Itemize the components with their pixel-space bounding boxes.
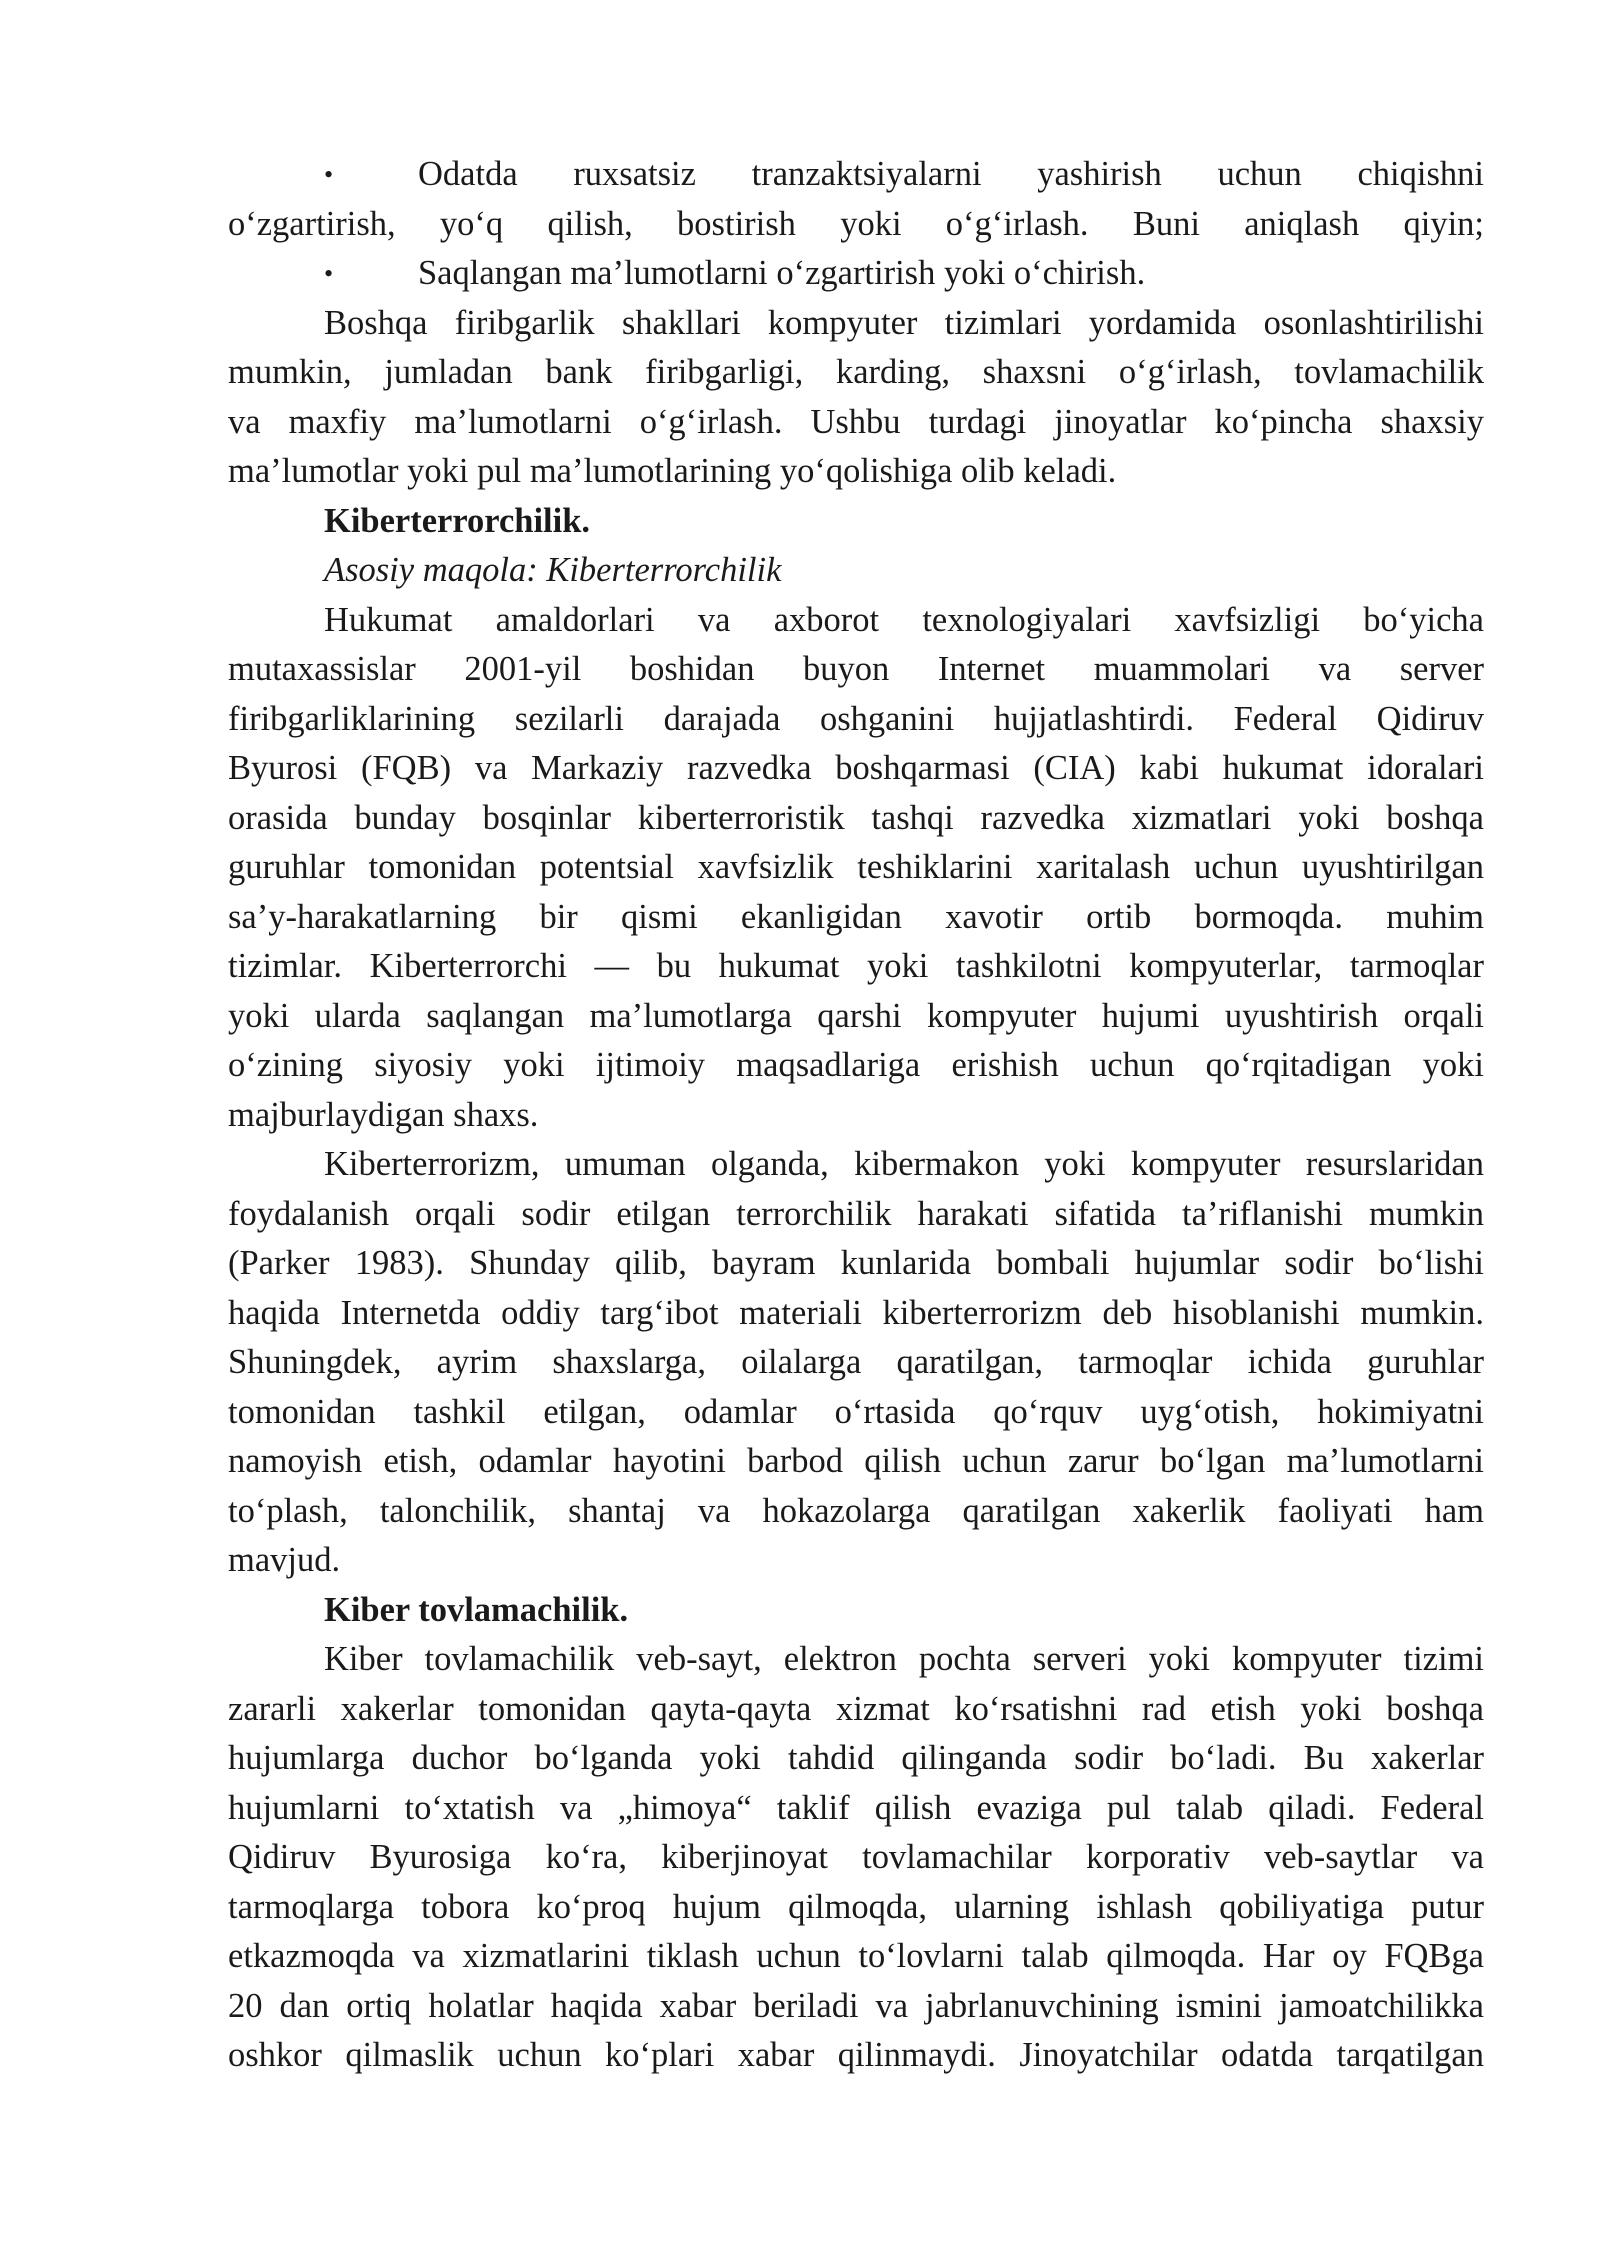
paragraph-line: Hukumat amaldorlari va axborot texnologiyalari xavfsizligi bo‘yicha bbox=[324, 600, 1484, 639]
paragraph-line: tarmoqlarga tobora ko‘proq hujum qilmoqda, ularning ishlash qobiliyatiga putur bbox=[228, 1887, 1484, 1926]
paragraph-line: tomonidan tashkil etilgan, odamlar o‘rtasida qo‘rquv uyg‘otish, hokimiyatni bbox=[228, 1392, 1484, 1431]
section-heading: Kiberterrorchilik. bbox=[324, 501, 591, 540]
paragraph-line: hujumlarni to‘xtatish va „himoya“ taklif qilish evaziga pul talab qiladi. Federal bbox=[228, 1788, 1484, 1827]
paragraph-line: oshkor qilmaslik uchun ko‘plari xabar qilinmaydi. Jinoyatchilar odatda tarqatilgan bbox=[228, 2036, 1484, 2074]
paragraph-line: mutaxassislar 2001-yil boshidan buyon Internet muammolari va server bbox=[228, 650, 1484, 688]
paragraph-line: Kiberterrorizm, umuman olganda, kibermakon yoki kompyuter resurslaridan bbox=[324, 1145, 1484, 1183]
paragraph-line: Byurosi (FQB) va Markaziy razvedka boshqarmasi (CIA) kabi hukumat idoralari bbox=[228, 749, 1484, 787]
paragraph-line: ma’lumotlar yoki pul ma’lumotlarining yo‘qolishiga olib keladi. bbox=[228, 452, 1117, 490]
paragraph bbox=[228, 596, 1484, 1141]
bullet-icon: • bbox=[324, 160, 334, 189]
paragraph-line: majburlaydigan shaxs. bbox=[228, 1095, 539, 1134]
paragraph-line: orasida bunday bosqinlar kiberterroristik tashqi razvedka xizmatlari yoki boshqa bbox=[228, 798, 1484, 837]
bullet-item bbox=[228, 249, 1484, 299]
bullet-icon: • bbox=[324, 259, 334, 288]
paragraph-line: hujumlarga duchor bo‘lganda yoki tahdid qilinganda sodir bo‘ladi. Bu xakerlar bbox=[228, 1739, 1484, 1777]
paragraph-line: haqida Internetda oddiy targ‘ibot materiali kiberterrorizm deb hisoblanishi mumkin. bbox=[228, 1293, 1484, 1332]
paragraph-line: firibgarliklarining sezilarli darajada oshganini hujjatlashtirdi. Federal Qidiruv bbox=[228, 699, 1484, 738]
paragraph-line: zararli xakerlar tomonidan qayta-qayta xizmat ko‘rsatishni rad etish yoki boshqa bbox=[228, 1689, 1484, 1728]
paragraph-line: mumkin, jumladan bank firibgarligi, karding, shaxsni o‘g‘irlash, tovlamachilik bbox=[228, 353, 1484, 391]
paragraph-line: mavjud. bbox=[228, 1541, 341, 1579]
bullet-item bbox=[228, 150, 1484, 249]
section-heading: Kiber tovlamachilik. bbox=[324, 1590, 629, 1629]
paragraph-line: 20 dan ortiq holatlar haqida xabar beriladi va jabrlanuvchining ismini jamoatchilikka bbox=[228, 1986, 1484, 2025]
document-page bbox=[228, 150, 1484, 2081]
paragraph-line: va maxfiy ma’lumotlarni o‘g‘irlash. Ushbu turdagi jinoyatlar ko‘pincha shaxsiy bbox=[228, 402, 1484, 441]
paragraph bbox=[228, 299, 1484, 497]
paragraph-line: guruhlar tomonidan potentsial xavfsizlik teshiklarini xaritalash uchun uyushtirilgan bbox=[228, 848, 1484, 886]
paragraph-line: o‘zining siyosiy yoki ijtimoiy maqsadlariga erishish uchun qo‘rqitadigan yoki bbox=[228, 1046, 1484, 1084]
paragraph-line: (Parker 1983). Shunday qilib, bayram kunlarida bombali hujumlar sodir bo‘lishi bbox=[228, 1244, 1484, 1282]
paragraph-line: tizimlar. Kiberterrorchi — bu hukumat yoki tashkilotni kompyuterlar, tarmoqlar bbox=[228, 947, 1484, 985]
paragraph-line: foydalanish orqali sodir etilgan terrorchilik harakati sifatida ta’riflanishi mumkin bbox=[228, 1194, 1484, 1233]
paragraph bbox=[228, 1140, 1484, 1586]
paragraph-line: Boshqa firibgarlik shakllari kompyuter tizimlari yordamida osonlashtirilishi bbox=[324, 303, 1484, 342]
paragraph-line: to‘plash, talonchilik, shantaj va hokazolarga qaratilgan xakerlik faoliyati ham bbox=[228, 1491, 1484, 1530]
main-article-note: Asosiy maqola: Kiberterrorchilik bbox=[324, 551, 782, 589]
paragraph-line: Kiber tovlamachilik veb-sayt, elektron pochta serveri yoki kompyuter tizimi bbox=[324, 1640, 1484, 1678]
paragraph-line: Qidiruv Byurosiga ko‘ra, kiberjinoyat tovlamachilar korporativ veb-saytlar va bbox=[228, 1838, 1484, 1876]
paragraph-line: yoki ularda saqlangan ma’lumotlarga qarshi kompyuter hujumi uyushtirish orqali bbox=[228, 996, 1484, 1035]
paragraph-line: Shuningdek, ayrim shaxslarga, oilalarga qaratilgan, tarmoqlar ichida guruhlar bbox=[228, 1343, 1484, 1381]
bullet-line: Saqlangan ma’lumotlarni o‘zgartirish yoki o‘chirish. bbox=[418, 254, 1146, 292]
paragraph-line: namoyish etish, odamlar hayotini barbod qilish uchun zarur bo‘lgan ma’lumotlarni bbox=[228, 1442, 1484, 1480]
paragraph-line: sa’y-harakatlarning bir qismi ekanligidan xavotir ortib bormoqda. muhim bbox=[228, 897, 1484, 936]
paragraph-line: etkazmoqda va xizmatlarini tiklash uchun to‘lovlarni talab qilmoqda. Har oy FQBga bbox=[228, 1937, 1484, 1975]
bullet-line: o‘zgartirish, yo‘q qilish, bostirish yoki o‘g‘irlash. Buni aniqlash qiyin; bbox=[228, 204, 1484, 243]
paragraph bbox=[228, 1635, 1484, 2081]
bullet-line: Odatda ruxsatsiz tranzaktsiyalarni yashirish uchun chiqishni bbox=[418, 155, 1484, 193]
